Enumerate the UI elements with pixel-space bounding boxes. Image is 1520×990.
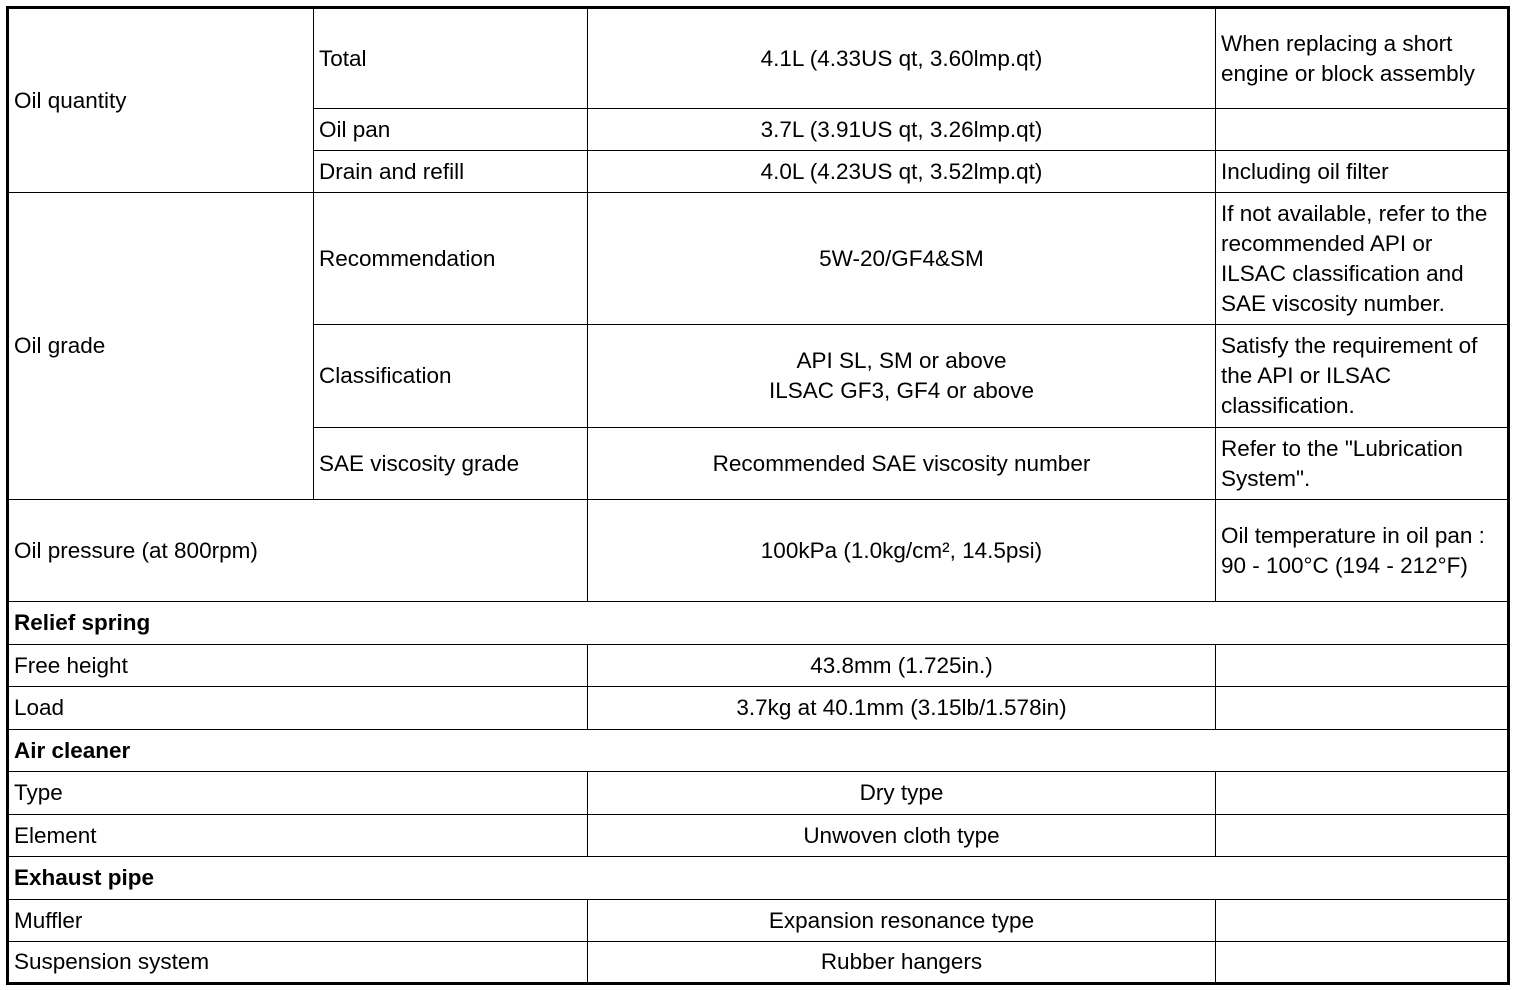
note-cell [1216,942,1509,984]
value-cell: Expansion resonance type [588,900,1216,942]
note-cell [1216,687,1509,730]
item-cell: Total [314,8,588,109]
note-cell [1216,900,1509,942]
note-cell: Oil temperature in oil pan : 90 - 100°C (194 - 212°F) [1216,500,1509,602]
value-cell: 100kPa (1.0kg/cm², 14.5psi) [588,500,1216,602]
value-cell: 4.0L (4.23US qt, 3.52lmp.qt) [588,151,1216,193]
item-cell: Classification [314,325,588,428]
note-cell [1216,645,1509,687]
table-row [8,815,1509,857]
item-cell: Recommendation [314,193,588,325]
table-row [8,645,1509,687]
value-cell: 3.7kg at 40.1mm (3.15lb/1.578in) [588,687,1216,730]
table-row [8,942,1509,984]
item-cell: Free height [8,645,588,687]
oil-grade-label: Oil grade [8,193,314,500]
note-cell: Refer to the "Lubrication System". [1216,428,1509,500]
note-cell: Including oil filter [1216,151,1509,193]
value-cell: Recommended SAE viscosity number [588,428,1216,500]
table-row [8,193,1509,325]
value-cell: 3.7L (3.91US qt, 3.26lmp.qt) [588,109,1216,151]
table-row [8,772,1509,815]
note-cell: Satisfy the requirement of the API or ILSAC classification. [1216,325,1509,428]
value-cell: Unwoven cloth type [588,815,1216,857]
table-row [8,900,1509,942]
note-cell: If not available, refer to the recommended API or ILSAC classification and SAE viscosity number. [1216,193,1509,325]
item-cell: SAE viscosity grade [314,428,588,500]
item-cell: Suspension system [8,942,588,984]
section-title-relief-spring: Relief spring [8,602,1509,645]
table-row [8,687,1509,730]
table-row [8,500,1509,602]
section-title-exhaust-pipe: Exhaust pipe [8,857,1509,900]
value-cell: 43.8mm (1.725in.) [588,645,1216,687]
section-header-row [8,730,1509,772]
section-header-row [8,602,1509,645]
value-cell: API SL, SM or above ILSAC GF3, GF4 or above [588,325,1216,428]
table-row [8,8,1509,109]
item-cell: Oil pan [314,109,588,151]
oil-quantity-label: Oil quantity [8,8,314,193]
value-cell: 5W-20/GF4&SM [588,193,1216,325]
value-cell: 4.1L (4.33US qt, 3.60lmp.qt) [588,8,1216,109]
note-cell [1216,815,1509,857]
item-cell: Element [8,815,588,857]
value-cell: Dry type [588,772,1216,815]
item-cell: Muffler [8,900,588,942]
item-cell: Load [8,687,588,730]
note-cell: When replacing a short engine or block assembly [1216,8,1509,109]
value-cell: Rubber hangers [588,942,1216,984]
section-header-row [8,857,1509,900]
oil-pressure-label: Oil pressure (at 800rpm) [8,500,588,602]
item-cell: Drain and refill [314,151,588,193]
section-title-air-cleaner: Air cleaner [8,730,1509,772]
item-cell: Type [8,772,588,815]
note-cell [1216,109,1509,151]
note-cell [1216,772,1509,815]
specification-table [6,6,1510,985]
